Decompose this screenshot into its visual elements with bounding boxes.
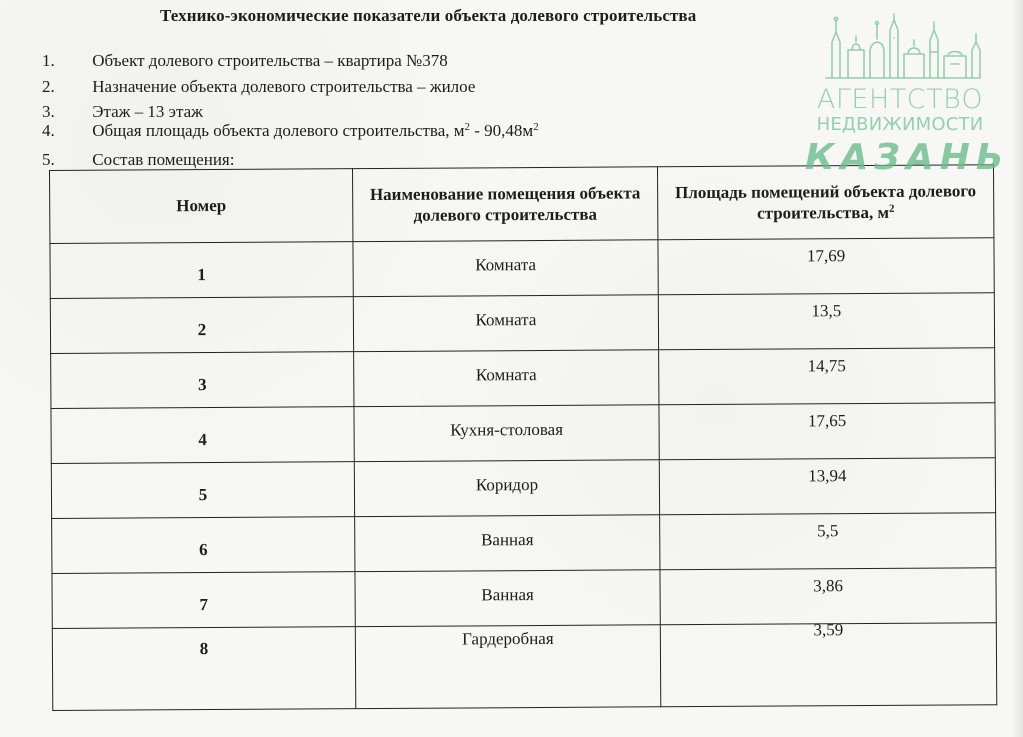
number-cell xyxy=(51,352,354,409)
area-cell xyxy=(660,620,996,707)
name-cell xyxy=(354,460,659,517)
number-value: 5 xyxy=(198,485,208,505)
room-name: Комната xyxy=(475,365,537,385)
area-value: 17,69 xyxy=(806,246,846,266)
header-area-text: Площадь помещений объекта долевого строительства, м xyxy=(675,181,977,223)
name-cell xyxy=(354,350,659,407)
area-value: 5,5 xyxy=(817,521,839,541)
table-row xyxy=(52,513,996,574)
name-cell xyxy=(353,295,658,352)
area-value: 13,94 xyxy=(808,466,847,486)
name-cell xyxy=(354,405,659,462)
number-value: 2 xyxy=(197,320,207,340)
list-text: Назначение объекта долевого строительства – жилое xyxy=(92,77,476,96)
number-cell xyxy=(52,517,355,574)
number-value: 7 xyxy=(199,595,208,615)
list-number: 2. xyxy=(42,77,55,96)
area-cell xyxy=(659,348,995,405)
number-cell xyxy=(50,297,353,354)
area-value: 14,75 xyxy=(807,356,846,376)
list-item xyxy=(42,51,448,71)
list-number: 5. xyxy=(42,150,55,169)
list-item xyxy=(42,121,539,141)
area-value: 13,5 xyxy=(811,301,842,321)
number-value: 4 xyxy=(198,430,207,450)
table-row xyxy=(52,568,996,629)
area-cell xyxy=(659,403,995,460)
number-value: 8 xyxy=(199,639,209,659)
name-cell xyxy=(353,240,658,297)
number-cell xyxy=(52,627,355,711)
name-cell xyxy=(355,515,660,572)
list-item xyxy=(42,102,203,122)
area-value: 3,59 xyxy=(813,620,844,640)
page-edge-shadow xyxy=(1011,0,1023,737)
room-name: Комната xyxy=(475,310,537,330)
list-text: Состав помещения: xyxy=(92,150,235,169)
rooms-table xyxy=(49,164,997,711)
superscript: 2 xyxy=(533,121,539,133)
list-item xyxy=(42,150,234,170)
room-name: Гардеробная xyxy=(462,628,554,649)
name-cell xyxy=(355,625,660,709)
number-value: 3 xyxy=(198,375,207,395)
number-cell xyxy=(51,407,354,464)
watermark-line-2: НЕДВИЖИМОСТИ xyxy=(816,114,984,135)
list-text: Этаж – 13 этаж xyxy=(92,102,203,121)
room-name: Комната xyxy=(475,255,537,275)
room-name: Ванная xyxy=(480,530,534,550)
number-cell xyxy=(51,462,354,519)
watermark-line-3: КАЗАНЬ xyxy=(805,137,1010,178)
area-cell xyxy=(659,458,995,515)
table-row xyxy=(52,623,996,711)
header-number: Номер xyxy=(50,169,353,244)
list-text: Общая площадь объекта долевого строительства, м xyxy=(92,121,465,140)
header-name: Наименование помещения объекта долевого строительства xyxy=(352,167,657,242)
list-text: Объект долевого строительства – квартира №378 xyxy=(92,51,448,70)
list-text: - 90,48м xyxy=(470,121,534,140)
watermark-logo xyxy=(805,12,1010,180)
rooms-table-wrapper xyxy=(49,165,977,702)
number-value: 6 xyxy=(199,540,208,560)
number-value: 1 xyxy=(197,265,206,285)
table-row xyxy=(50,293,994,354)
area-cell xyxy=(658,238,994,295)
list-number: 1. xyxy=(42,51,55,70)
table-row xyxy=(51,403,995,464)
table-row xyxy=(50,238,994,299)
table-row xyxy=(51,348,995,409)
name-cell xyxy=(355,570,660,627)
number-cell xyxy=(52,572,355,629)
area-cell xyxy=(660,513,996,570)
superscript: 2 xyxy=(464,121,471,133)
room-name: Коридор xyxy=(475,475,539,495)
kazan-skyline-icon xyxy=(822,12,982,80)
room-name: Ванная xyxy=(481,585,534,605)
superscript: 2 xyxy=(888,202,895,215)
area-value: 3,86 xyxy=(813,576,843,596)
list-number: 3. xyxy=(42,102,55,121)
list-item xyxy=(42,77,475,97)
area-cell xyxy=(658,293,994,350)
room-name: Кухня-столовая xyxy=(450,419,564,440)
table-row xyxy=(51,458,995,519)
number-cell xyxy=(50,242,353,299)
watermark-line-1: АГЕНТСТВО xyxy=(816,84,984,115)
list-number: 4. xyxy=(42,121,55,140)
document-title: Технико-экономические показатели объекта долевого строительства xyxy=(160,6,697,25)
area-value: 17,65 xyxy=(807,411,847,431)
area-cell xyxy=(660,568,996,625)
